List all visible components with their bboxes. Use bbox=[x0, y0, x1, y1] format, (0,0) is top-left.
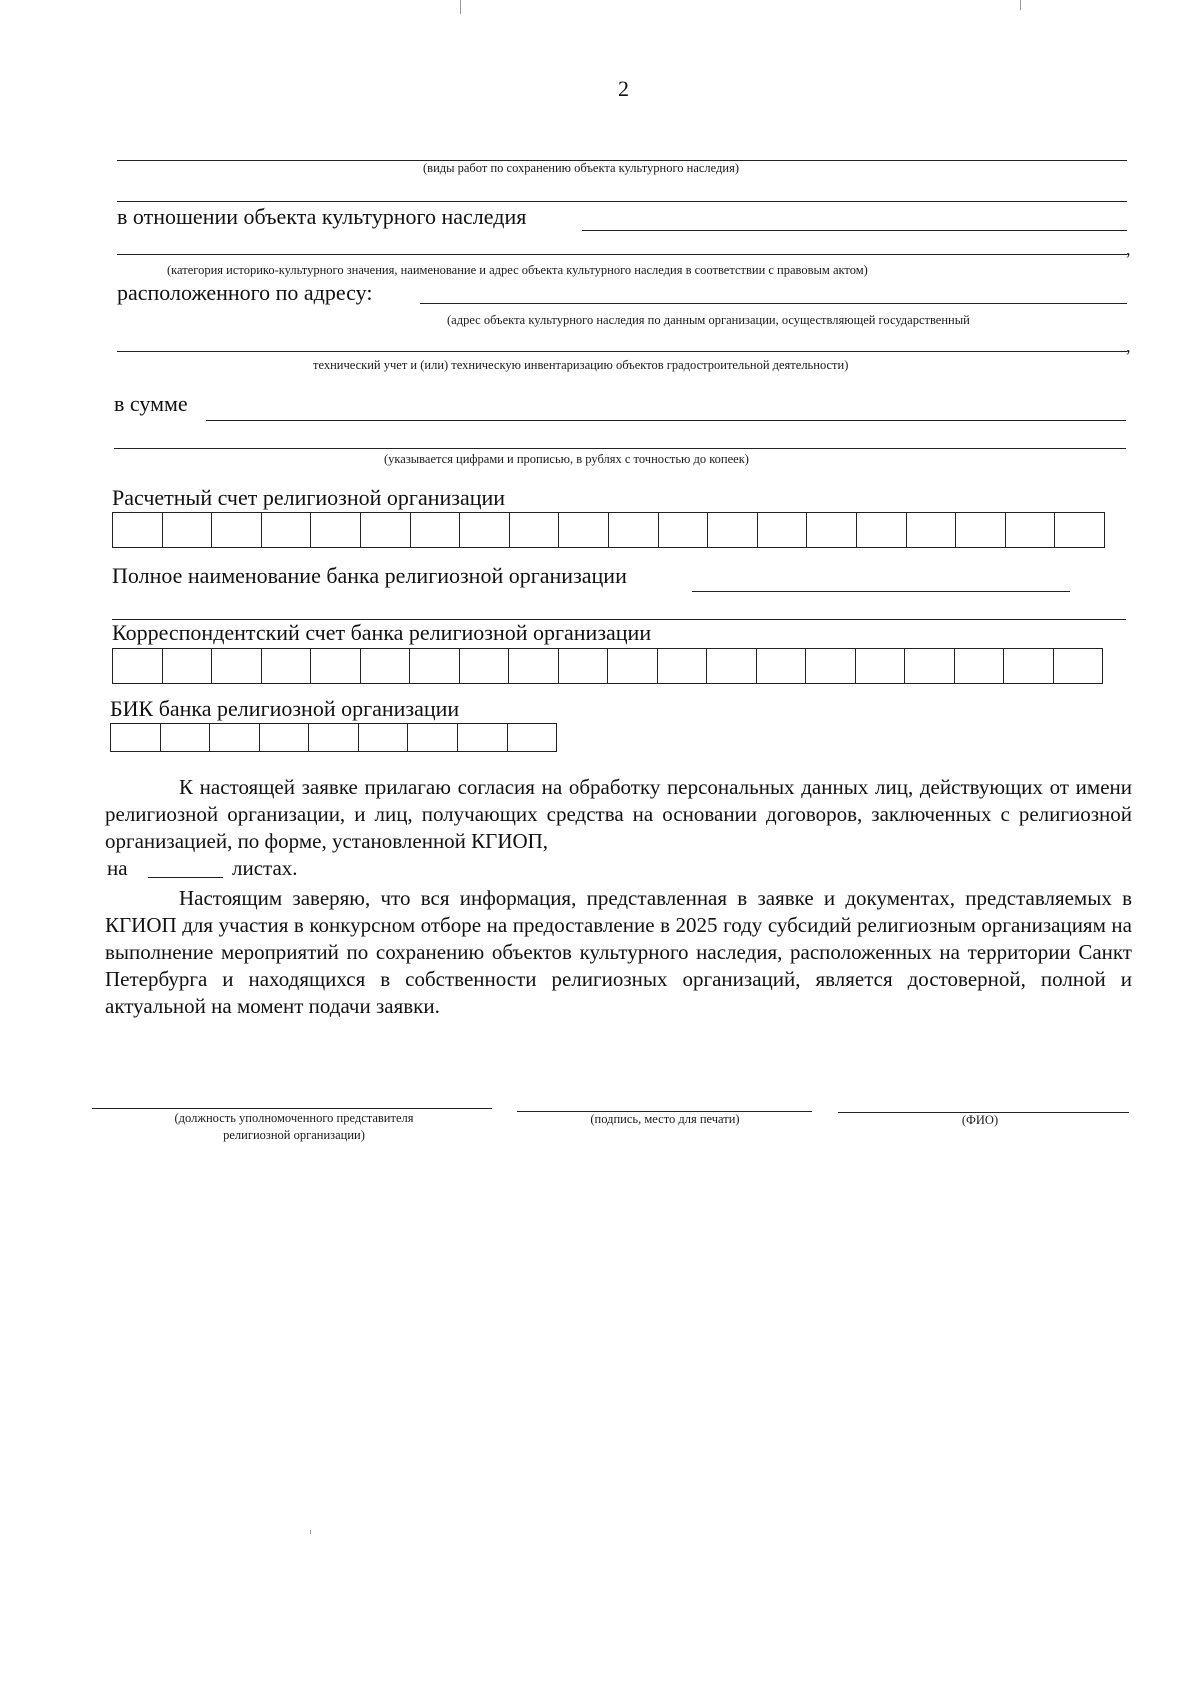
digit-box[interactable] bbox=[161, 724, 211, 751]
corr-account-boxes[interactable] bbox=[112, 648, 1103, 684]
digit-box[interactable] bbox=[111, 724, 161, 751]
digit-box[interactable] bbox=[608, 649, 658, 683]
digit-box[interactable] bbox=[262, 649, 312, 683]
position-signature-line[interactable] bbox=[92, 1108, 492, 1109]
digit-box[interactable] bbox=[411, 513, 461, 547]
digit-box[interactable] bbox=[460, 649, 510, 683]
sum-label: в сумме bbox=[114, 391, 188, 416]
digit-box[interactable] bbox=[856, 649, 906, 683]
digit-box[interactable] bbox=[508, 724, 557, 751]
digit-box[interactable] bbox=[260, 724, 310, 751]
digit-box[interactable] bbox=[113, 513, 163, 547]
digit-box[interactable] bbox=[659, 513, 709, 547]
digit-box[interactable] bbox=[1054, 649, 1103, 683]
digit-box[interactable] bbox=[758, 513, 808, 547]
bik-boxes[interactable] bbox=[110, 723, 557, 752]
consent-paragraph-block bbox=[105, 774, 1132, 855]
digit-box[interactable] bbox=[458, 724, 508, 751]
digit-box[interactable] bbox=[1055, 513, 1104, 547]
name-caption: (ФИО) bbox=[961, 1113, 999, 1127]
digit-box[interactable] bbox=[509, 649, 559, 683]
address-input-line[interactable] bbox=[420, 303, 1127, 304]
position-caption-2: религиозной организации) bbox=[223, 1128, 365, 1142]
digit-box[interactable] bbox=[361, 649, 411, 683]
digit-box[interactable] bbox=[609, 513, 659, 547]
digit-box[interactable] bbox=[410, 649, 460, 683]
digit-box[interactable] bbox=[212, 649, 262, 683]
digit-box[interactable] bbox=[807, 513, 857, 547]
sum-caption: (указывается цифрами и прописью, в рублях с точностью до копеек) bbox=[384, 452, 749, 466]
digit-box[interactable] bbox=[955, 649, 1005, 683]
digit-box[interactable] bbox=[361, 513, 411, 547]
certify-paragraph-block bbox=[105, 885, 1132, 1020]
digit-box[interactable] bbox=[309, 724, 359, 751]
object-label: в отношении объекта культурного наследия bbox=[117, 204, 527, 229]
position-caption-1: (должность уполномоченного представителя bbox=[174, 1111, 414, 1125]
sum-input-line[interactable] bbox=[206, 420, 1126, 421]
digit-box[interactable] bbox=[658, 649, 708, 683]
digit-box[interactable] bbox=[210, 724, 260, 751]
digit-box[interactable] bbox=[113, 649, 163, 683]
consent-tail-na: на bbox=[107, 856, 128, 880]
digit-box[interactable] bbox=[857, 513, 907, 547]
digit-box[interactable] bbox=[359, 724, 409, 751]
page-number: 2 bbox=[618, 76, 629, 101]
digit-box[interactable] bbox=[707, 649, 757, 683]
consent-paragraph: К настоящей заявке прилагаю согласия на обработку персональных данных лиц, действующих от имени религиозной организации, и лиц, получающих средства на основании договоров, заключенных с религиозной организацией, по форме, установленной КГИОП, bbox=[105, 775, 1132, 853]
digit-box[interactable] bbox=[262, 513, 312, 547]
works-input-line-2[interactable] bbox=[117, 201, 1127, 202]
digit-box[interactable] bbox=[163, 649, 213, 683]
address-label: расположенного по адресу: bbox=[117, 280, 373, 305]
digit-box[interactable] bbox=[708, 513, 758, 547]
address-caption-2: технический учет и (или) техническую инвентаризацию объектов градостроительной деятельности) bbox=[313, 358, 849, 372]
consent-tail-sheets: листах. bbox=[232, 856, 298, 880]
digit-box[interactable] bbox=[311, 513, 361, 547]
digit-box[interactable] bbox=[956, 513, 1006, 547]
comma: , bbox=[1126, 336, 1131, 356]
category-caption: (категория историко-культурного значения, наименование и адрес объекта культурного наследия в соответствии с правовым актом) bbox=[167, 263, 868, 277]
scan-mark bbox=[1020, 0, 1021, 10]
comma: , bbox=[1126, 239, 1131, 259]
bank-name-label: Полное наименование банка религиозной организации bbox=[112, 563, 627, 588]
digit-box[interactable] bbox=[559, 649, 609, 683]
digit-box[interactable] bbox=[905, 649, 955, 683]
sign-caption: (подпись, место для печати) bbox=[590, 1112, 740, 1126]
digit-box[interactable] bbox=[510, 513, 560, 547]
digit-box[interactable] bbox=[1004, 649, 1054, 683]
account-boxes[interactable] bbox=[112, 512, 1105, 548]
corr-account-label: Корреспондентский счет банка религиозной организации bbox=[112, 620, 652, 645]
digit-box[interactable] bbox=[907, 513, 957, 547]
digit-box[interactable] bbox=[163, 513, 213, 547]
scan-mark bbox=[460, 0, 461, 14]
bank-name-input-line[interactable] bbox=[692, 591, 1070, 592]
digit-box[interactable] bbox=[212, 513, 262, 547]
certify-paragraph: Настоящим заверяю, что вся информация, представленная в заявке и документах, представляемых в КГИОП для участия в конкурсном отборе на предоставление в 2025 году субсидий религиозным организациям на выполнение мероприятий по сохранению объектов культурного наследия, расположенных на территории Санкт Петербурга и находящихся в собственности религиозных организаций, является достоверной, полной и актуальной на момент подачи заявки. bbox=[105, 886, 1132, 1018]
digit-box[interactable] bbox=[757, 649, 807, 683]
object-input-line[interactable] bbox=[582, 230, 1127, 231]
address-caption-1: (адрес объекта культурного наследия по данным организации, осуществляющей государственный bbox=[447, 313, 970, 327]
address-input-line-2[interactable] bbox=[117, 351, 1127, 352]
bik-label: БИК банка религиозной организации bbox=[110, 696, 460, 721]
account-label: Расчетный счет религиозной организации bbox=[112, 485, 506, 510]
digit-box[interactable] bbox=[806, 649, 856, 683]
sum-input-line-2[interactable] bbox=[114, 448, 1126, 449]
works-caption: (виды работ по сохранению объекта культурного наследия) bbox=[423, 161, 740, 175]
digit-box[interactable] bbox=[1006, 513, 1056, 547]
object-input-line-2[interactable] bbox=[117, 254, 1127, 255]
digit-box[interactable] bbox=[311, 649, 361, 683]
sheets-count-input-line[interactable] bbox=[148, 877, 223, 878]
scan-mark bbox=[310, 1530, 311, 1534]
digit-box[interactable] bbox=[460, 513, 510, 547]
digit-box[interactable] bbox=[559, 513, 609, 547]
digit-box[interactable] bbox=[408, 724, 458, 751]
